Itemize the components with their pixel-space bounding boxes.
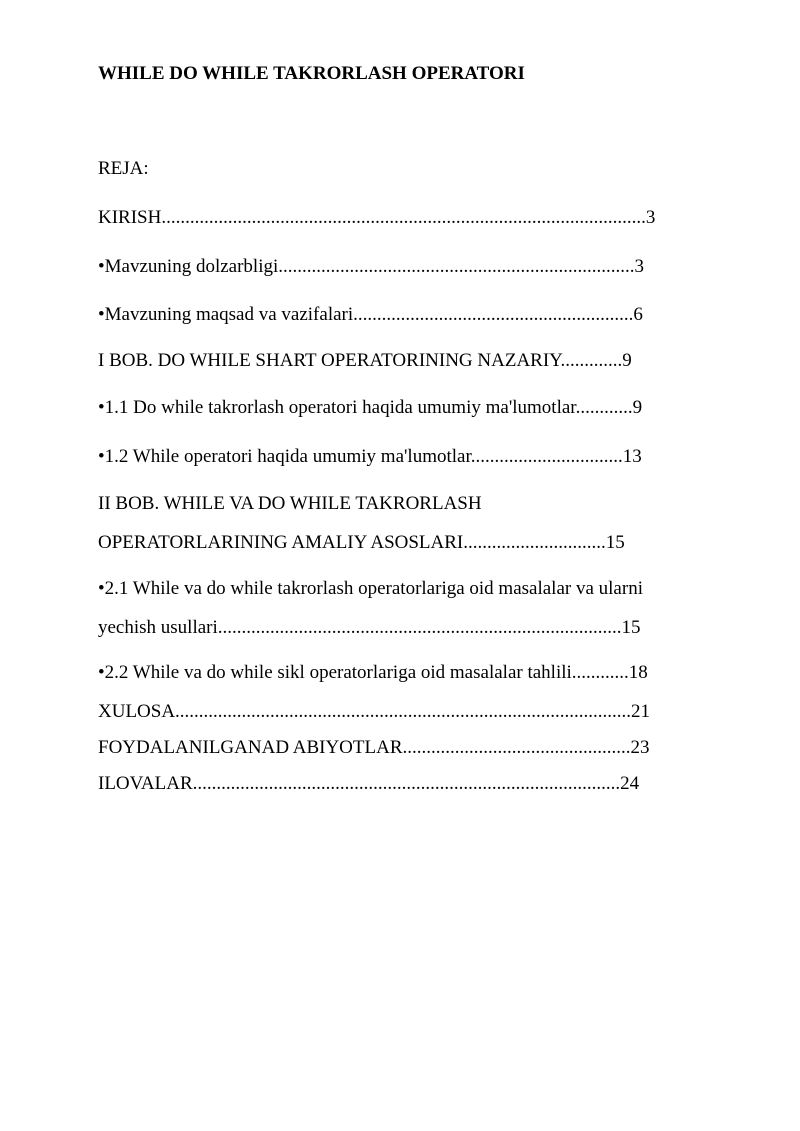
- toc-entry-maqsad: •Mavzuning maqsad va vazifalari...........................................................6: [98, 304, 643, 325]
- toc-entry-xulosa: XULOSA................................................................................................21: [98, 701, 651, 722]
- plan-heading: REJA:: [98, 158, 149, 179]
- toc-entry-dolzarbligi: •Mavzuning dolzarbligi...........................................................................3: [98, 256, 644, 277]
- document-title: WHILE DO WHILE TAKRORLASH OPERATORI: [98, 63, 525, 84]
- toc-entry-kirish: KIRISH......................................................................................................3: [98, 207, 656, 228]
- toc-entry-2-1-line1: •2.1 While va do while takrorlash operatorlariga oid masalalar va ularni: [98, 578, 643, 599]
- toc-entry-bob1: I BOB. DO WHILE SHART OPERATORINING NAZARIY.............9: [98, 350, 632, 371]
- toc-entry-2-2: •2.2 While va do while sikl operatorlariga oid masalalar tahlili............18: [98, 662, 648, 683]
- toc-entry-1-1: •1.1 Do while takrorlash operatori haqida umumiy ma'lumotlar............9: [98, 397, 643, 418]
- toc-entry-ilovalar: ILOVALAR..........................................................................................24: [98, 773, 640, 794]
- toc-entry-bob2-line1: II BOB. WHILE VA DO WHILE TAKRORLASH: [98, 493, 482, 514]
- toc-entry-2-1-line2: yechish usullari.....................................................................................15: [98, 617, 641, 638]
- toc-entry-bob2-line2: OPERATORLARINING AMALIY ASOSLARI..............................15: [98, 532, 625, 553]
- toc-entry-foydalanilgan: FOYDALANILGANAD ABIYOTLAR................................................23: [98, 737, 650, 758]
- toc-entry-1-2: •1.2 While operatori haqida umumiy ma'lumotlar................................13: [98, 446, 642, 467]
